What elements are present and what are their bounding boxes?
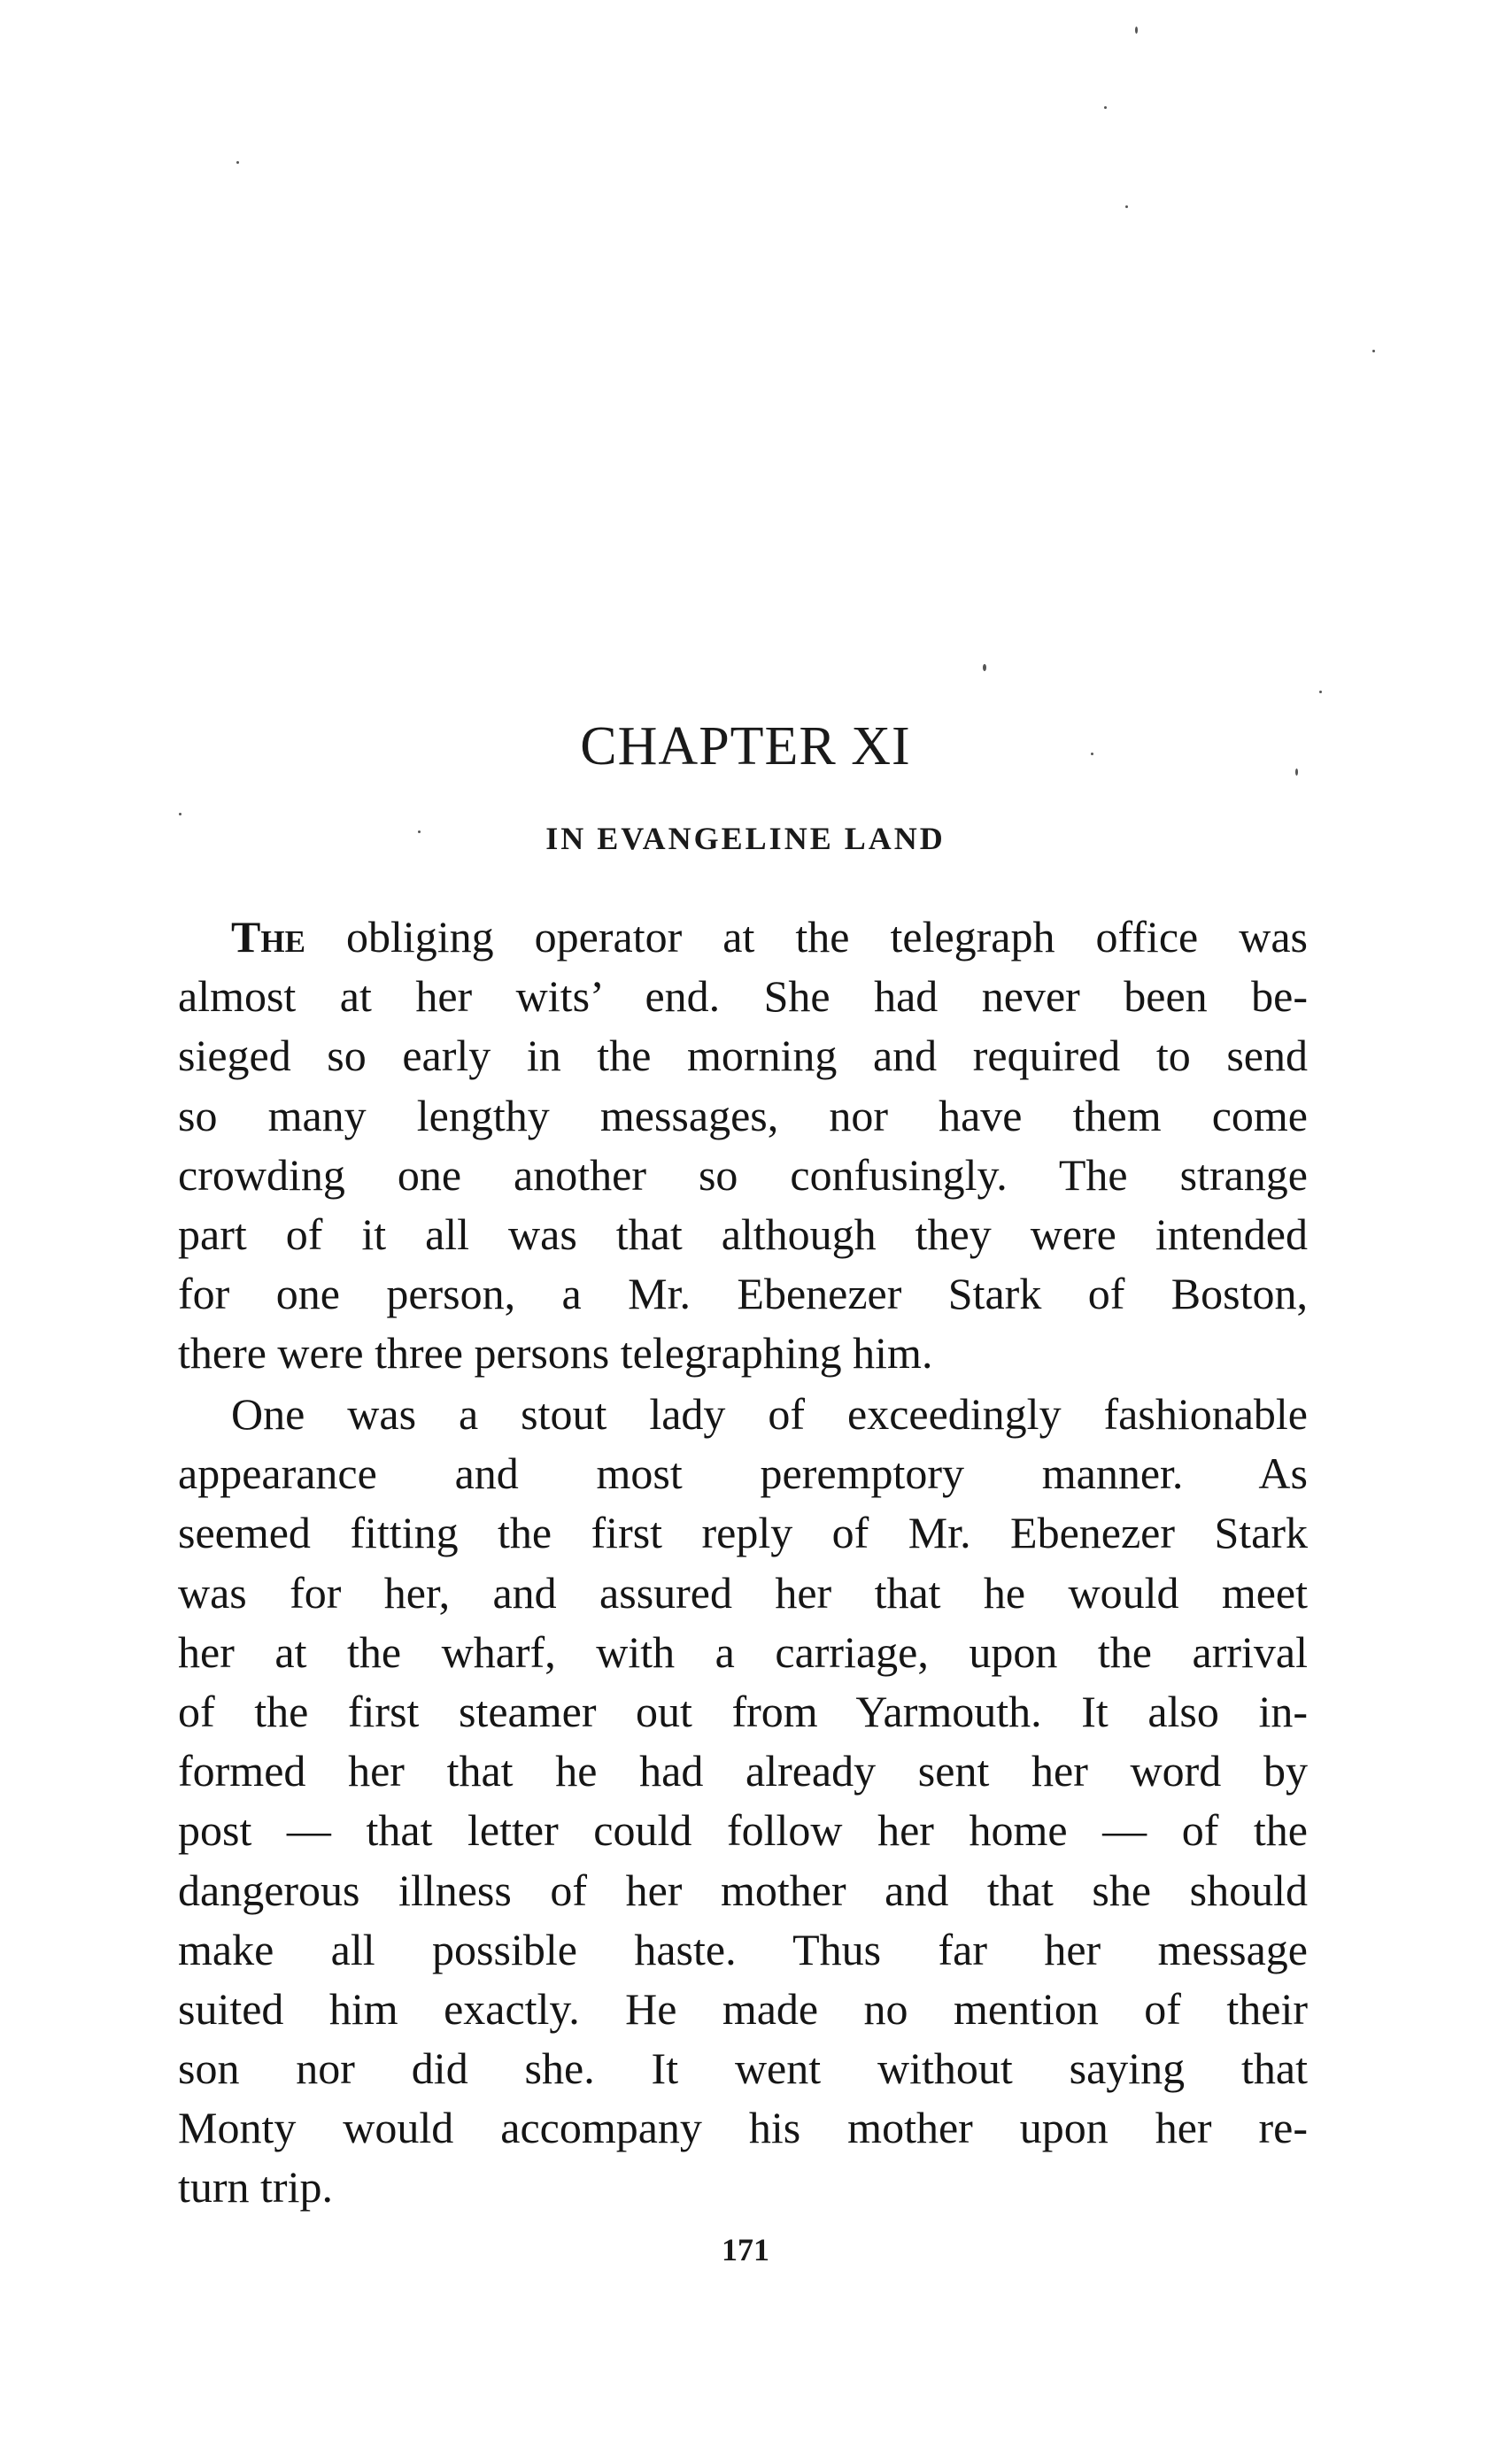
text-line: post — that letter could follow her home — of the — [178, 1805, 1308, 1856]
text-line: make all possible haste. Thus far her message — [178, 1924, 1308, 1974]
text-line: seemed fitting the first reply of Mr. Ebenezer Stark — [178, 1508, 1308, 1558]
text-line: appearance and most peremptory manner. As — [178, 1448, 1308, 1499]
text-line: sieged so early in the morning and required to send — [178, 1031, 1308, 1081]
text-line: Monty would accompany his mother upon her re- — [178, 2103, 1308, 2153]
page-number: 171 — [722, 2232, 769, 2267]
text-line: turn trip. — [178, 2162, 333, 2213]
text-line: part of it all was that although they were intended — [178, 1209, 1308, 1259]
paragraph-1 — [178, 908, 1308, 1384]
text-line: dangerous illness of her mother and that she should — [178, 1865, 1308, 1915]
scan-speck — [1125, 205, 1128, 208]
scan-speck — [1104, 106, 1107, 109]
scan-speck — [179, 813, 182, 815]
text-line: of the first steamer out from Yarmouth. It also in- — [178, 1686, 1308, 1736]
scan-speck — [236, 161, 239, 164]
chapter-subtitle: IN EVANGELINE LAND — [545, 821, 946, 856]
text-line: for one person, a Mr. Ebenezer Stark of Boston, — [178, 1269, 1308, 1319]
paragraph-2 — [178, 1385, 1308, 2218]
text-line: so many lengthy messages, nor have them come — [178, 1090, 1308, 1140]
scan-speck — [1319, 691, 1322, 693]
text-line: was for her, and assured her that he would meet — [178, 1567, 1308, 1618]
scan-speck — [1135, 27, 1138, 34]
text-fragment: obliging operator at the telegraph office was — [345, 912, 1308, 962]
text-line: son nor did she. It went without saying that — [178, 2043, 1308, 2094]
text-line — [178, 908, 1308, 967]
text-line: almost at her wits’ end. She had never been be- — [178, 971, 1308, 1022]
lead-word: The — [231, 912, 305, 962]
text-line: One was a stout lady of exceedingly fashionable — [231, 1389, 1308, 1439]
scan-speck — [1372, 350, 1375, 352]
text-line: her at the wharf, with a carriage, upon the arrival — [178, 1626, 1308, 1677]
text-line: suited him exactly. He made no mention of their — [178, 1983, 1308, 2034]
chapter-title: CHAPTER XI — [580, 716, 911, 776]
text-line: there were three persons telegraphing him. — [178, 1328, 933, 1379]
scan-speck — [983, 664, 986, 671]
text-line: crowding one another so confusingly. The strange — [178, 1149, 1308, 1200]
text-line: formed her that he had already sent her word by — [178, 1746, 1308, 1796]
